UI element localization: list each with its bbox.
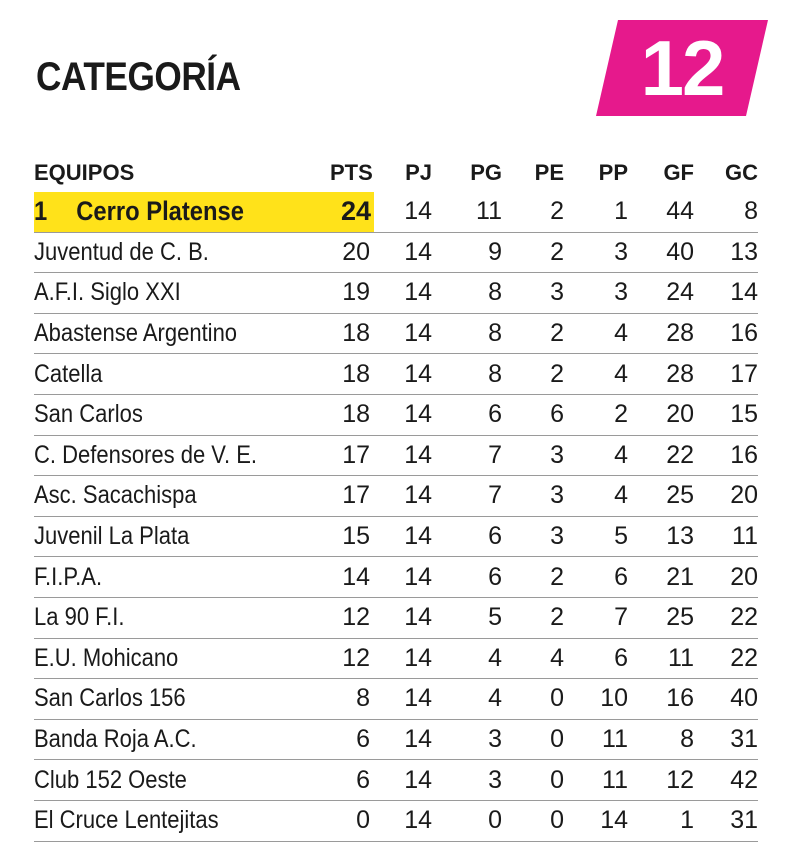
- gc-cell: 16: [694, 435, 758, 476]
- pp-cell: 4: [564, 435, 628, 476]
- column-header-equipos: EQUIPOS: [34, 160, 135, 185]
- pg-cell: 11: [432, 192, 502, 232]
- pe-cell: 2: [502, 597, 564, 638]
- gc-cell: 31: [694, 719, 758, 760]
- pe-cell: 2: [502, 313, 564, 354]
- team-name-text: [34, 400, 143, 429]
- gf-cell: 1: [628, 800, 694, 841]
- gc-cell: 22: [694, 638, 758, 679]
- team-name: Juventud de C. B.: [34, 237, 209, 266]
- pts-cell: 17: [330, 435, 374, 476]
- pts-cell: 17: [330, 476, 374, 517]
- table-row: [34, 435, 758, 476]
- team-name-cell: [34, 679, 330, 720]
- pg-cell: 6: [432, 516, 502, 557]
- pj-cell: 14: [374, 719, 432, 760]
- pe-cell: 2: [502, 232, 564, 273]
- gf-cell: 8: [628, 719, 694, 760]
- pp-cell: 10: [564, 679, 628, 720]
- pts-cell: 8: [330, 679, 374, 720]
- gf-cell: 28: [628, 354, 694, 395]
- gc-cell: 42: [694, 760, 758, 801]
- pg-cell: 7: [432, 435, 502, 476]
- rank-number: 1: [34, 196, 48, 227]
- pg-cell: 8: [432, 273, 502, 314]
- pp-cell: 4: [564, 313, 628, 354]
- pg-cell: 8: [432, 313, 502, 354]
- pts-cell: 18: [330, 394, 374, 435]
- pg-cell: 5: [432, 597, 502, 638]
- pe-cell: 0: [502, 760, 564, 801]
- pj-cell: 14: [374, 679, 432, 720]
- pp-cell: 1: [564, 192, 628, 232]
- team-name-cell: [34, 313, 330, 354]
- team-name: Asc. Sacachispa: [34, 481, 197, 510]
- table-row: [34, 232, 758, 273]
- team-name-text: [34, 319, 237, 348]
- team-name-cell: [34, 476, 330, 517]
- gc-cell: 11: [694, 516, 758, 557]
- gf-cell: 20: [628, 394, 694, 435]
- pg-cell: 9: [432, 232, 502, 273]
- team-name-text: [34, 522, 189, 551]
- team-name: Cerro Platense: [76, 196, 244, 227]
- pp-cell: 6: [564, 557, 628, 598]
- gf-cell: 22: [628, 435, 694, 476]
- table-header-row: [34, 154, 758, 192]
- gc-cell: 13: [694, 232, 758, 273]
- pj-cell: 14: [374, 597, 432, 638]
- table-row: [34, 394, 758, 435]
- team-name-cell: [34, 800, 330, 841]
- pj-cell: 14: [374, 273, 432, 314]
- team-name: Juvenil La Plata: [34, 522, 190, 551]
- gc-cell: 17: [694, 354, 758, 395]
- team-name: Abastense Argentino: [34, 319, 238, 348]
- team-name-text: [34, 278, 181, 307]
- gc-cell: 22: [694, 597, 758, 638]
- pj-cell: 14: [374, 800, 432, 841]
- pe-cell: 0: [502, 679, 564, 720]
- pe-cell: 0: [502, 800, 564, 841]
- table-row-leader: [34, 192, 758, 232]
- gf-cell: 12: [628, 760, 694, 801]
- team-name-cell: [34, 557, 330, 598]
- team-name-cell: [34, 516, 330, 557]
- pp-cell: 14: [564, 800, 628, 841]
- pts-cell: 12: [330, 597, 374, 638]
- pp-cell: 6: [564, 638, 628, 679]
- pp-cell: 7: [564, 597, 628, 638]
- pg-cell: 4: [432, 638, 502, 679]
- pj-cell: 14: [374, 638, 432, 679]
- team-name-cell: [34, 394, 330, 435]
- table-row: [34, 719, 758, 760]
- pp-cell: 5: [564, 516, 628, 557]
- pg-cell: 6: [432, 557, 502, 598]
- table-row: [34, 557, 758, 598]
- team-name-cell: [34, 192, 330, 232]
- table-row: [34, 679, 758, 720]
- team-name: San Carlos 156: [34, 684, 186, 713]
- category-number: 12: [640, 24, 724, 112]
- team-name-text: [34, 563, 102, 592]
- pe-cell: 3: [502, 516, 564, 557]
- pj-cell: 14: [374, 516, 432, 557]
- gf-cell: 11: [628, 638, 694, 679]
- team-name: El Cruce Lentejitas: [34, 806, 219, 835]
- pj-cell: 14: [374, 476, 432, 517]
- gf-cell: 21: [628, 557, 694, 598]
- pj-cell: 14: [374, 760, 432, 801]
- pts-cell: 19: [330, 273, 374, 314]
- gf-cell: 28: [628, 313, 694, 354]
- pj-cell: 14: [374, 394, 432, 435]
- pts-cell: 20: [330, 232, 374, 273]
- table-row: [34, 273, 758, 314]
- team-name-cell: [34, 232, 330, 273]
- pe-cell: 2: [502, 192, 564, 232]
- pe-cell: 3: [502, 435, 564, 476]
- table-row: [34, 476, 758, 517]
- pp-cell: 3: [564, 273, 628, 314]
- gc-cell: 20: [694, 557, 758, 598]
- gf-cell: 16: [628, 679, 694, 720]
- gc-cell: 31: [694, 800, 758, 841]
- team-name: E.U. Mohicano: [34, 643, 179, 672]
- pts-cell: 0: [330, 800, 374, 841]
- column-header-pg: PG: [470, 160, 502, 185]
- team-name-text: [34, 644, 178, 673]
- team-name-cell: [34, 719, 330, 760]
- pj-cell: 14: [374, 435, 432, 476]
- team-name-text: [34, 238, 209, 267]
- pts-cell: 14: [330, 557, 374, 598]
- pg-cell: 3: [432, 719, 502, 760]
- team-name: Club 152 Oeste: [34, 765, 187, 794]
- column-header-pp: PP: [598, 160, 628, 185]
- gf-cell: 13: [628, 516, 694, 557]
- pg-cell: 4: [432, 679, 502, 720]
- pe-cell: 0: [502, 719, 564, 760]
- team-name-text: [34, 806, 219, 835]
- pts-cell: 6: [330, 719, 374, 760]
- table-row: [34, 354, 758, 395]
- team-name-cell: [34, 638, 330, 679]
- gf-cell: 44: [628, 192, 694, 232]
- table-row: [34, 516, 758, 557]
- pe-cell: 3: [502, 476, 564, 517]
- team-name-text: [34, 481, 197, 510]
- pts-cell: 18: [330, 354, 374, 395]
- pp-cell: 3: [564, 232, 628, 273]
- team-name-cell: [34, 597, 330, 638]
- team-name-cell: [34, 273, 330, 314]
- gf-cell: 40: [628, 232, 694, 273]
- column-header-gc: GC: [725, 160, 758, 185]
- gc-cell: 15: [694, 394, 758, 435]
- column-header-pj: PJ: [405, 160, 432, 185]
- team-name-cell: [34, 760, 330, 801]
- pts-cell: 18: [330, 313, 374, 354]
- pe-cell: 6: [502, 394, 564, 435]
- team-name: C. Defensores de V. E.: [34, 440, 257, 469]
- column-header-pts: PTS: [330, 160, 373, 185]
- pg-cell: 0: [432, 800, 502, 841]
- pe-cell: 3: [502, 273, 564, 314]
- pts-cell: 15: [330, 516, 374, 557]
- gc-cell: 20: [694, 476, 758, 517]
- column-header-gf: GF: [663, 160, 694, 185]
- gc-cell: 40: [694, 679, 758, 720]
- category-number-badge: [596, 20, 768, 116]
- team-name-text: [34, 725, 197, 754]
- pe-cell: 2: [502, 354, 564, 395]
- pts-cell: 6: [330, 760, 374, 801]
- gf-cell: 24: [628, 273, 694, 314]
- pj-cell: 14: [374, 232, 432, 273]
- pts-cell: 24: [330, 192, 374, 232]
- team-name: Banda Roja A.C.: [34, 725, 197, 754]
- team-name-text: [34, 603, 125, 632]
- pp-cell: 2: [564, 394, 628, 435]
- team-name: Catella: [34, 359, 103, 388]
- team-name-text: [34, 196, 244, 227]
- team-name: A.F.I. Siglo XXI: [34, 278, 181, 307]
- pg-cell: 8: [432, 354, 502, 395]
- team-name: La 90 F.I.: [34, 603, 125, 632]
- column-header-pe: PE: [534, 160, 564, 185]
- pp-cell: 4: [564, 354, 628, 395]
- gc-cell: 16: [694, 313, 758, 354]
- team-name-text: [34, 684, 186, 713]
- pp-cell: 11: [564, 760, 628, 801]
- gf-cell: 25: [628, 597, 694, 638]
- pts-cell: 12: [330, 638, 374, 679]
- table-row: [34, 760, 758, 801]
- team-name-text: [34, 360, 102, 389]
- pg-cell: 7: [432, 476, 502, 517]
- standings-table: [34, 154, 758, 842]
- table-row: [34, 597, 758, 638]
- pj-cell: 14: [374, 192, 432, 232]
- team-name-text: [34, 766, 187, 795]
- pj-cell: 14: [374, 557, 432, 598]
- pp-cell: 11: [564, 719, 628, 760]
- pe-cell: 2: [502, 557, 564, 598]
- table-row: [34, 313, 758, 354]
- team-name-cell: [34, 435, 330, 476]
- table-row: [34, 638, 758, 679]
- pj-cell: 14: [374, 313, 432, 354]
- pe-cell: 4: [502, 638, 564, 679]
- team-name-cell: [34, 354, 330, 395]
- team-name-text: [34, 441, 257, 470]
- gc-cell: 8: [694, 192, 758, 232]
- gc-cell: 14: [694, 273, 758, 314]
- pp-cell: 4: [564, 476, 628, 517]
- team-name: San Carlos: [34, 400, 143, 429]
- table-row: [34, 800, 758, 841]
- gf-cell: 25: [628, 476, 694, 517]
- pj-cell: 14: [374, 354, 432, 395]
- pg-cell: 6: [432, 394, 502, 435]
- category-title: CATEGORÍA: [36, 55, 241, 99]
- team-name: F.I.P.A.: [34, 562, 103, 591]
- pg-cell: 3: [432, 760, 502, 801]
